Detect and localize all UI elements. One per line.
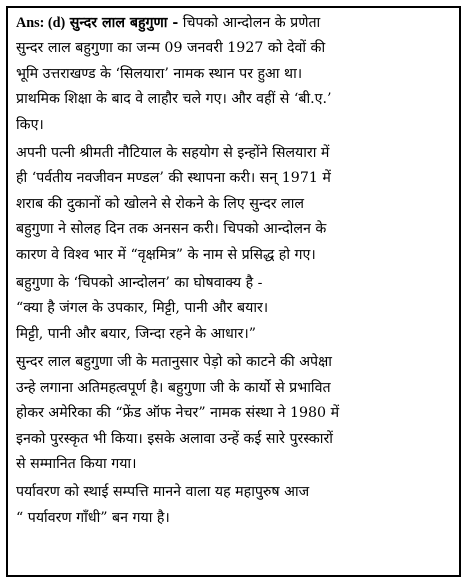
- paragraph-line: चिपको आन्दोलन के प्रणेता: [182, 15, 321, 31]
- paragraph-line: होकर अमेरिका की “फ्रेंड ऑफ नेचर” नामक संस्था ने 1980 में: [16, 405, 340, 422]
- paragraph-line: भूमि उत्तराखण्ड के ‘सिलयारा’ नामक स्थान पर हुआ था।: [16, 65, 303, 82]
- paragraph-line: ही ‘पर्वतीय नवजीवन मण्डल’ की स्थापना करी। सन् 1971 में: [16, 170, 331, 187]
- views-award-paragraph: [16, 350, 453, 477]
- paragraph-line: से सम्मानित किया गया।: [16, 455, 137, 472]
- paragraph-line: सुन्दर लाल बहुगुणा का जन्म 09 जनवरी 1927 को देवों की: [16, 40, 326, 57]
- answer-box: [6, 6, 461, 577]
- paragraph-line: “ पर्यावरण गाँधी” बन गया है।: [16, 509, 170, 526]
- paragraph-line: अपनी पत्नी श्रीमती नौटियाल के सहयोग से इन्होंने सिलयारा में: [16, 145, 330, 162]
- paragraph-line: कारण वे विश्व भार में “वृक्षमित्र” के नाम से प्रसिद्ध हो गए।: [16, 246, 316, 263]
- paragraph-line: किए।: [16, 116, 44, 133]
- wife-support-paragraph: [16, 141, 453, 268]
- answer-heading: सुन्दर लाल बहुगुणा -: [69, 15, 179, 31]
- intro-paragraph: [16, 11, 453, 138]
- paragraph-line: बहुगुणा ने सोलह दिन तक अनसन करी। चिपको आन्दोलन के: [16, 221, 327, 238]
- slogan-paragraph: [16, 271, 453, 347]
- paragraph-line: सुन्दर लाल बहुगुणा जी के मतानुसार पेड़ो को काटने की अपेक्षा: [16, 354, 332, 371]
- paragraph-line: प्राथमिक शिक्षा के बाद वे लाहौर चले गए। और वहीं से ‘बी.ए.’: [16, 91, 332, 108]
- paragraph-line: उन्हे लगाना अतिमहत्वपूर्ण है। बहुगुणा जी के कार्यो से प्रभावित: [16, 379, 331, 396]
- paragraph-line: पर्यावरण को स्थाई सम्पत्ति मानने वाला यह महापुरुष आज: [16, 484, 310, 501]
- slogan-line: “क्या है जंगल के उपकार, मिट्टी, पानी और बयार।: [16, 300, 269, 317]
- paragraph-line: इनको पुरस्कृत भी किया। इसके अलावा उन्हें कई सारे पुरस्कारों: [16, 430, 333, 447]
- closing-paragraph: [16, 480, 453, 531]
- paragraph-line: शराब की दुकानों को खोलने से रोकने के लिए सुन्दर लाल: [16, 195, 304, 212]
- paragraph-line: बहुगुणा के ‘चिपको आन्दोलन’ का घोषवाक्य है -: [16, 275, 263, 292]
- slogan-line: मिट्टी, पानी और बयार, जिन्दा रहने के आधार।”: [16, 325, 256, 342]
- answer-label: Ans: (d): [16, 15, 66, 31]
- intro-first-line: [16, 11, 453, 36]
